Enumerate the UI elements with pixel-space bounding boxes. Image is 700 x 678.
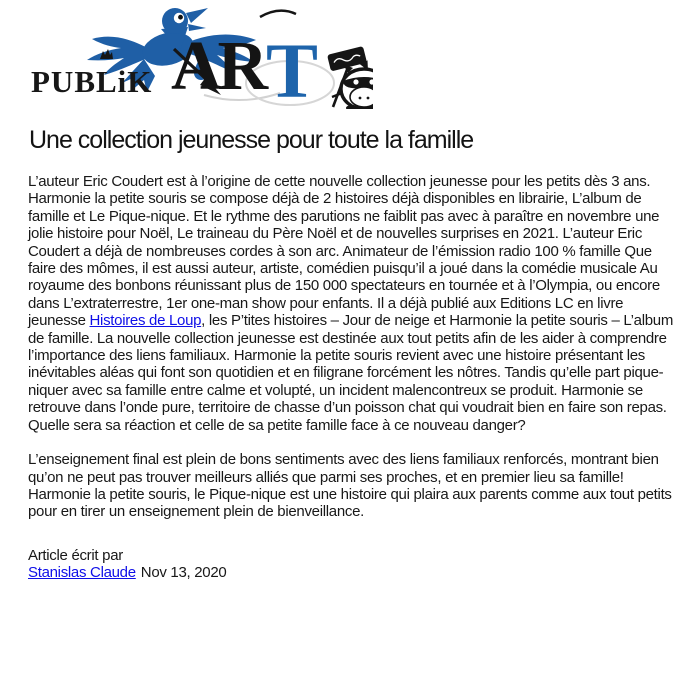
author-link[interactable]: Stanislas Claude	[28, 564, 136, 582]
article-body	[28, 173, 674, 582]
logo-word-publik: PUBLiK	[31, 64, 153, 99]
byline	[28, 547, 674, 582]
page-title: Une collection jeunesse pour toute la famille	[29, 126, 474, 154]
histoires-de-loup-link[interactable]: Histoires de Loup	[89, 312, 202, 330]
paragraph-1	[28, 173, 674, 434]
paragraph-1-text-a: L’auteur Eric Coudert est à l’origine de cette nouvelle collection jeunesse pour les petits dès 3 ans. Harmonie la petite souris se compose déjà de 2 histoires déjà disponibles en librairie, L’album de famille et Le Pique-nique. Et le rythme des parutions ne faiblit pas avec à paraître en novembre une jolie histoire pour Noël, Le traineau du Père Noël et de nouvelles surprises en 2021. L’auteur Eric Coudert a déjà de nombreuses cordes à son arc. Animateur de l’émission radio 100 % famille Que	[28, 173, 660, 260]
publish-date: Nov 13, 2020	[140, 564, 227, 582]
paragraph-2: L’enseignement final est plein de bons sentiments avec des liens familiaux renforcés, montrant bien qu’on ne peut pas trouver meilleurs alliés que parmi ses proches, et en premier lieu sa famille! Harmonie la petite souris, le Pique-nique est une histoire qui plaira aux parents comme aux tout petits pour en tirer un enseignement plein de bienveillance.	[28, 451, 672, 521]
byline-label: Article écrit par	[28, 546, 123, 564]
logo-word-t: T	[266, 27, 319, 109]
publik-art-logo[interactable]	[28, 5, 672, 111]
penguin-mascot-icon	[332, 64, 373, 109]
byline-author-row	[28, 564, 674, 581]
logo-word-ar: AR	[171, 28, 265, 105]
paragraph-1-text-b: faire des mômes, il est aussi auteur, artiste, comédien puisqu’il a joué dans la comédie musicale Au royaume des bonbons réunissant plus de 150 000 spectateurs en tournée et à l’Olympia, ou encore dans L’extraterrestre, 1er one-man show pour enfants. Il a déjà publié aux Editions LC en livre jeunesse	[28, 260, 660, 330]
paragraph-1-text-c: , les P’tites histoires – Jour de neige et Harmonie la petite souris – L’album de famille. La nouvelle collection jeunesse est destinée aux tout petits afin de les aider à comprendre l’importance des liens familiaux. Harmonie la petite souris revient avec une histoire présentant les inévitables aléas qui font son quotidien et en filigrane forcément les nôtres. Tandis qu’elle part pique-niquer avec sa famille entre calme et volupté, un incident malencontreux se produit. Harmonie se retrouve dans l’onde pure, territoire de chasse d’un poisson chat qui voudrait bien en faire son repas. Quelle sera sa réaction et celle de sa petite famille face à ce nouveau danger?	[28, 312, 674, 434]
bird-pupil-icon	[178, 15, 183, 20]
t-flourish	[260, 11, 296, 17]
publik-art-logo-graphic	[28, 5, 373, 109]
